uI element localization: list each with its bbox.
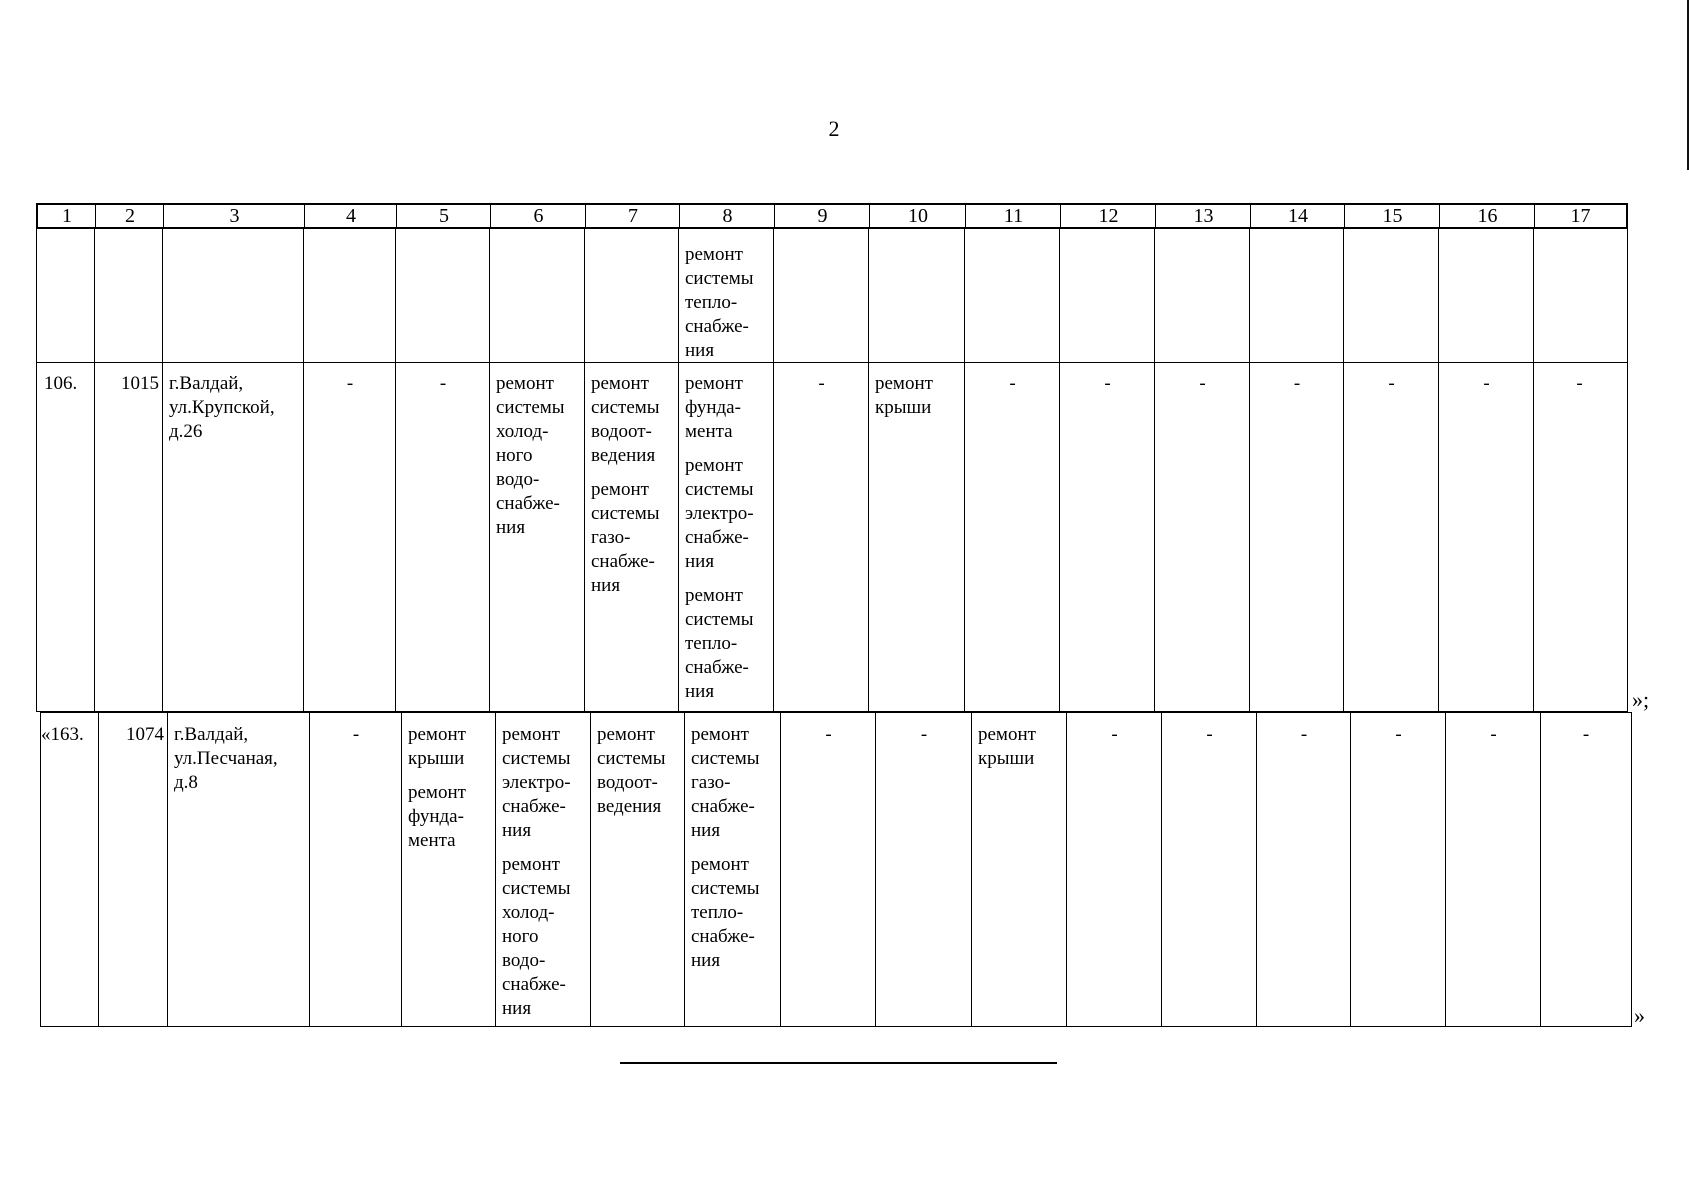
cont-cell-2	[94, 229, 163, 362]
row106-work-cold-water: ремонт системы холод- ного водо- снабже- ния	[496, 373, 565, 538]
row106-num: 106.	[44, 373, 78, 394]
row163-col13: -	[1161, 713, 1257, 1026]
cont-cell-15	[1343, 229, 1439, 362]
row163-col14: -	[1256, 713, 1351, 1026]
cont-cell-6	[489, 229, 585, 362]
cont-cell-14	[1249, 229, 1344, 362]
row163-work-heat: ремонт системы тепло- снабже- ния	[691, 854, 760, 971]
row106-address	[162, 362, 304, 711]
row163-code: 1074	[98, 713, 168, 1026]
row106-code: 1015	[94, 362, 163, 711]
cont-cell-7	[584, 229, 679, 362]
header-cell-15: 15	[1344, 205, 1440, 227]
row106-col10	[868, 362, 965, 711]
row163-col7	[590, 713, 685, 1026]
header-cell-6: 6	[490, 205, 586, 227]
row106-work-electric: ремонт системы электро- снабже- ния	[685, 455, 754, 572]
header-cell-14: 14	[1250, 205, 1345, 227]
header-cell-17: 17	[1534, 205, 1626, 227]
cont-cell-10	[868, 229, 965, 362]
table-header-row	[36, 203, 1628, 229]
row163-col8	[684, 713, 781, 1026]
row163-num: «163.	[41, 724, 84, 745]
row163-work-gas: ремонт системы газо- снабже- ния	[691, 724, 760, 841]
row163-col11	[971, 713, 1067, 1026]
header-cell-13: 13	[1155, 205, 1251, 227]
cont-cell-5	[395, 229, 490, 362]
row163-col9: -	[780, 713, 876, 1026]
row163-col10: -	[875, 713, 972, 1026]
row106-work-foundation: ремонт фунда- мента	[685, 373, 743, 442]
row163-work-drainage: ремонт системы водоот- ведения	[597, 724, 666, 817]
cont-cell-17	[1533, 229, 1625, 362]
row106-col14: -	[1249, 362, 1344, 711]
header-cell-11: 11	[965, 205, 1061, 227]
cont-work-heat: ремонт системы тепло- снабже- ния	[685, 244, 754, 361]
footer-separator-line	[620, 1062, 1057, 1064]
header-cell-8: 8	[679, 205, 775, 227]
row163-closing-quote: »	[1634, 1003, 1645, 1028]
row106-col16: -	[1438, 362, 1534, 711]
row106-col13: -	[1154, 362, 1250, 711]
row163-col15: -	[1350, 713, 1446, 1026]
row163-col4: -	[309, 713, 402, 1026]
cont-cell-12	[1059, 229, 1155, 362]
cont-cell-1	[37, 229, 95, 362]
table-row-163	[40, 712, 1632, 1027]
header-cell-7: 7	[585, 205, 680, 227]
cont-cell-16	[1438, 229, 1534, 362]
row106-col6	[489, 362, 585, 711]
row106-col15: -	[1343, 362, 1439, 711]
header-cell-16: 16	[1439, 205, 1535, 227]
row106-col11: -	[964, 362, 1060, 711]
row106-closing-quote: »;	[1632, 687, 1650, 712]
cont-cell-3	[162, 229, 304, 362]
cont-cell-9	[773, 229, 869, 362]
cont-cell-13	[1154, 229, 1250, 362]
row106-work-drainage: ремонт системы водоот- ведения	[591, 373, 660, 466]
row106-work-roof: ремонт крыши	[875, 373, 933, 418]
row106-work-gas: ремонт системы газо- снабже- ния	[591, 479, 660, 596]
row163-work-electric: ремонт системы электро- снабже- ния	[502, 724, 571, 841]
row163-col5	[401, 713, 496, 1026]
row163-work-cold-water: ремонт системы холод- ного водо- снабже- ния	[502, 854, 571, 1019]
header-cell-12: 12	[1060, 205, 1156, 227]
row106-col7	[584, 362, 679, 711]
page-number: 2	[828, 116, 840, 141]
table-row-continuation	[36, 229, 1628, 363]
row106-col4: -	[303, 362, 396, 711]
header-cell-4: 4	[304, 205, 397, 227]
row163-address-text: г.Валдай, ул.Песчаная, д.8	[174, 724, 278, 793]
row106-col9: -	[773, 362, 869, 711]
row163-work-roof-2: ремонт крыши	[978, 724, 1036, 769]
row106-col5: -	[395, 362, 490, 711]
row106-col12: -	[1059, 362, 1155, 711]
row163-col17: -	[1540, 713, 1631, 1026]
row163-col6	[495, 713, 591, 1026]
header-cell-1: 1	[62, 205, 72, 227]
header-cell-5: 5	[396, 205, 491, 227]
header-cell-9: 9	[774, 205, 870, 227]
row106-col17: -	[1533, 362, 1625, 711]
cont-cell-11	[964, 229, 1060, 362]
row106-address-text: г.Валдай, ул.Крупской, д.26	[169, 373, 275, 442]
cont-cell-4	[303, 229, 396, 362]
header-cell-3: 3	[163, 205, 305, 227]
header-cell-2: 2	[95, 205, 164, 227]
row163-address	[167, 713, 310, 1026]
row163-work-roof: ремонт крыши	[408, 724, 466, 769]
row106-col8	[678, 362, 774, 711]
table-row-106	[36, 362, 1628, 712]
row163-col16: -	[1445, 713, 1541, 1026]
cont-cell-8	[678, 229, 774, 362]
row163-col12: -	[1066, 713, 1162, 1026]
header-cell-10: 10	[869, 205, 966, 227]
row163-work-foundation: ремонт фунда- мента	[408, 782, 466, 851]
row106-work-heat: ремонт системы тепло- снабже- ния	[685, 585, 754, 702]
